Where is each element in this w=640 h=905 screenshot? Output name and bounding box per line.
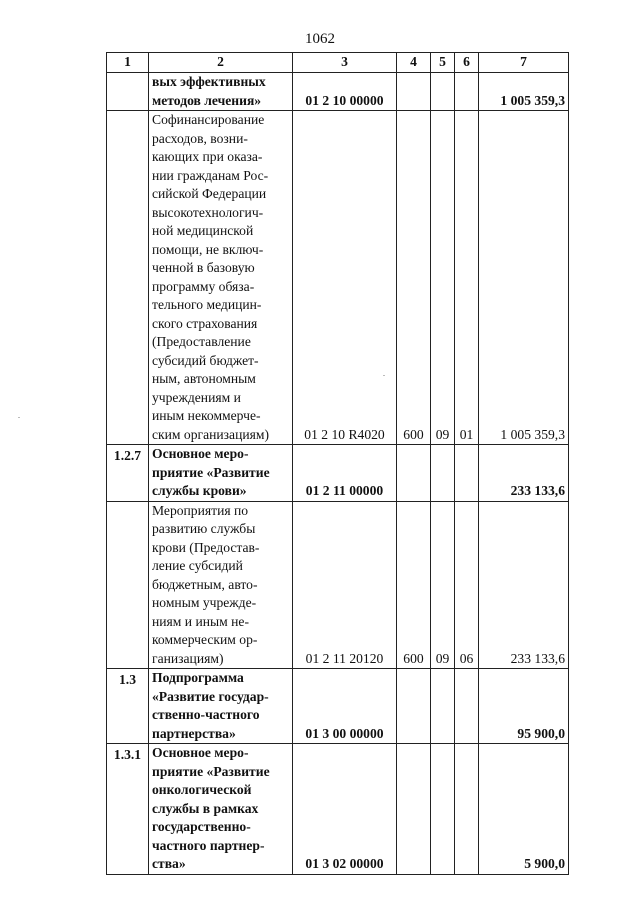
header-cell: 6 — [455, 53, 479, 73]
subsection-cell — [455, 73, 479, 111]
header-row — [107, 53, 569, 73]
item-name: Основное меро- приятие «Развитие онкологической службы в рамках государственно- частного партнер- ства» — [152, 745, 270, 871]
amount-cell: 95 900,0 — [479, 669, 569, 744]
expense-type-cell — [397, 445, 431, 502]
expense-type-cell — [397, 744, 431, 875]
table-row — [107, 445, 569, 502]
item-name: вых эффективных методов лечения» — [152, 74, 266, 108]
code-cell — [107, 501, 149, 669]
expense-type-cell — [397, 73, 431, 111]
header-cell: 7 — [479, 53, 569, 73]
amount-cell: 1 005 359,3 — [479, 111, 569, 445]
section-cell — [431, 669, 455, 744]
code-cell: 1.3.1 — [107, 744, 149, 875]
code-cell — [107, 111, 149, 445]
header-cell: 4 — [397, 53, 431, 73]
subsection-cell — [455, 445, 479, 502]
subsection-cell — [455, 744, 479, 875]
name-cell — [149, 744, 293, 875]
code-cell — [107, 73, 149, 111]
section-cell — [431, 744, 455, 875]
table-row — [107, 73, 569, 111]
amount-cell: 233 133,6 — [479, 501, 569, 669]
csr-code-cell: 01 2 10 00000 — [293, 73, 397, 111]
item-name: Мероприятия по развитию службы крови (Предостав- ление субсидий бюджетным, авто- номным учрежде- ниям и иным не- коммерческим ор- ганизациям) — [152, 502, 260, 666]
name-cell — [149, 111, 293, 445]
amount-cell: 5 900,0 — [479, 744, 569, 875]
scan-speck — [18, 417, 20, 418]
item-name: Софинансирование расходов, возни- кающих при оказа- нии гражданам Рос- сийской Федерации высокотехнологич- ной медицинской помощи, не включ- ченной в базовую программу обяза- тельного медицин- ского страхования (Предоставление субсидий бюджет- ным, автономным учреждениям и иным некоммерче- ским организациям) — [152, 112, 270, 442]
section-cell: 09 — [431, 501, 455, 669]
code-cell: 1.2.7 — [107, 445, 149, 502]
expense-type-cell — [397, 669, 431, 744]
name-cell — [149, 445, 293, 502]
name-cell — [149, 669, 293, 744]
name-cell — [149, 73, 293, 111]
subsection-cell: 06 — [455, 501, 479, 669]
subsection-cell: 01 — [455, 111, 479, 445]
header-cell: 1 — [107, 53, 149, 73]
header-cell: 2 — [149, 53, 293, 73]
csr-code-cell: 01 3 02 00000 — [293, 744, 397, 875]
csr-code-cell: 01 2 11 00000 — [293, 445, 397, 502]
csr-code-cell: 01 2 11 20120 — [293, 501, 397, 669]
code-cell: 1.3 — [107, 669, 149, 744]
scan-speck — [383, 375, 385, 376]
item-name: Основное меро- приятие «Развитие службы крови» — [152, 446, 270, 498]
header-cell: 5 — [431, 53, 455, 73]
expense-type-cell: 600 — [397, 501, 431, 669]
csr-code-cell: 01 3 00 00000 — [293, 669, 397, 744]
page-number: 1062 — [305, 31, 335, 47]
table-row — [107, 501, 569, 669]
table-row — [107, 744, 569, 875]
item-name: Подпрограмма «Развитие государ- ственно-частного партнерства» — [152, 670, 269, 741]
csr-code-cell: 01 2 10 R4020 — [293, 111, 397, 445]
header-cell: 3 — [293, 53, 397, 73]
budget-table — [106, 52, 569, 875]
subsection-cell — [455, 669, 479, 744]
section-cell: 09 — [431, 111, 455, 445]
table-row — [107, 111, 569, 445]
amount-cell: 1 005 359,3 — [479, 73, 569, 111]
table-row — [107, 669, 569, 744]
expense-type-cell: 600 — [397, 111, 431, 445]
section-cell — [431, 73, 455, 111]
amount-cell: 233 133,6 — [479, 445, 569, 502]
name-cell — [149, 501, 293, 669]
section-cell — [431, 445, 455, 502]
